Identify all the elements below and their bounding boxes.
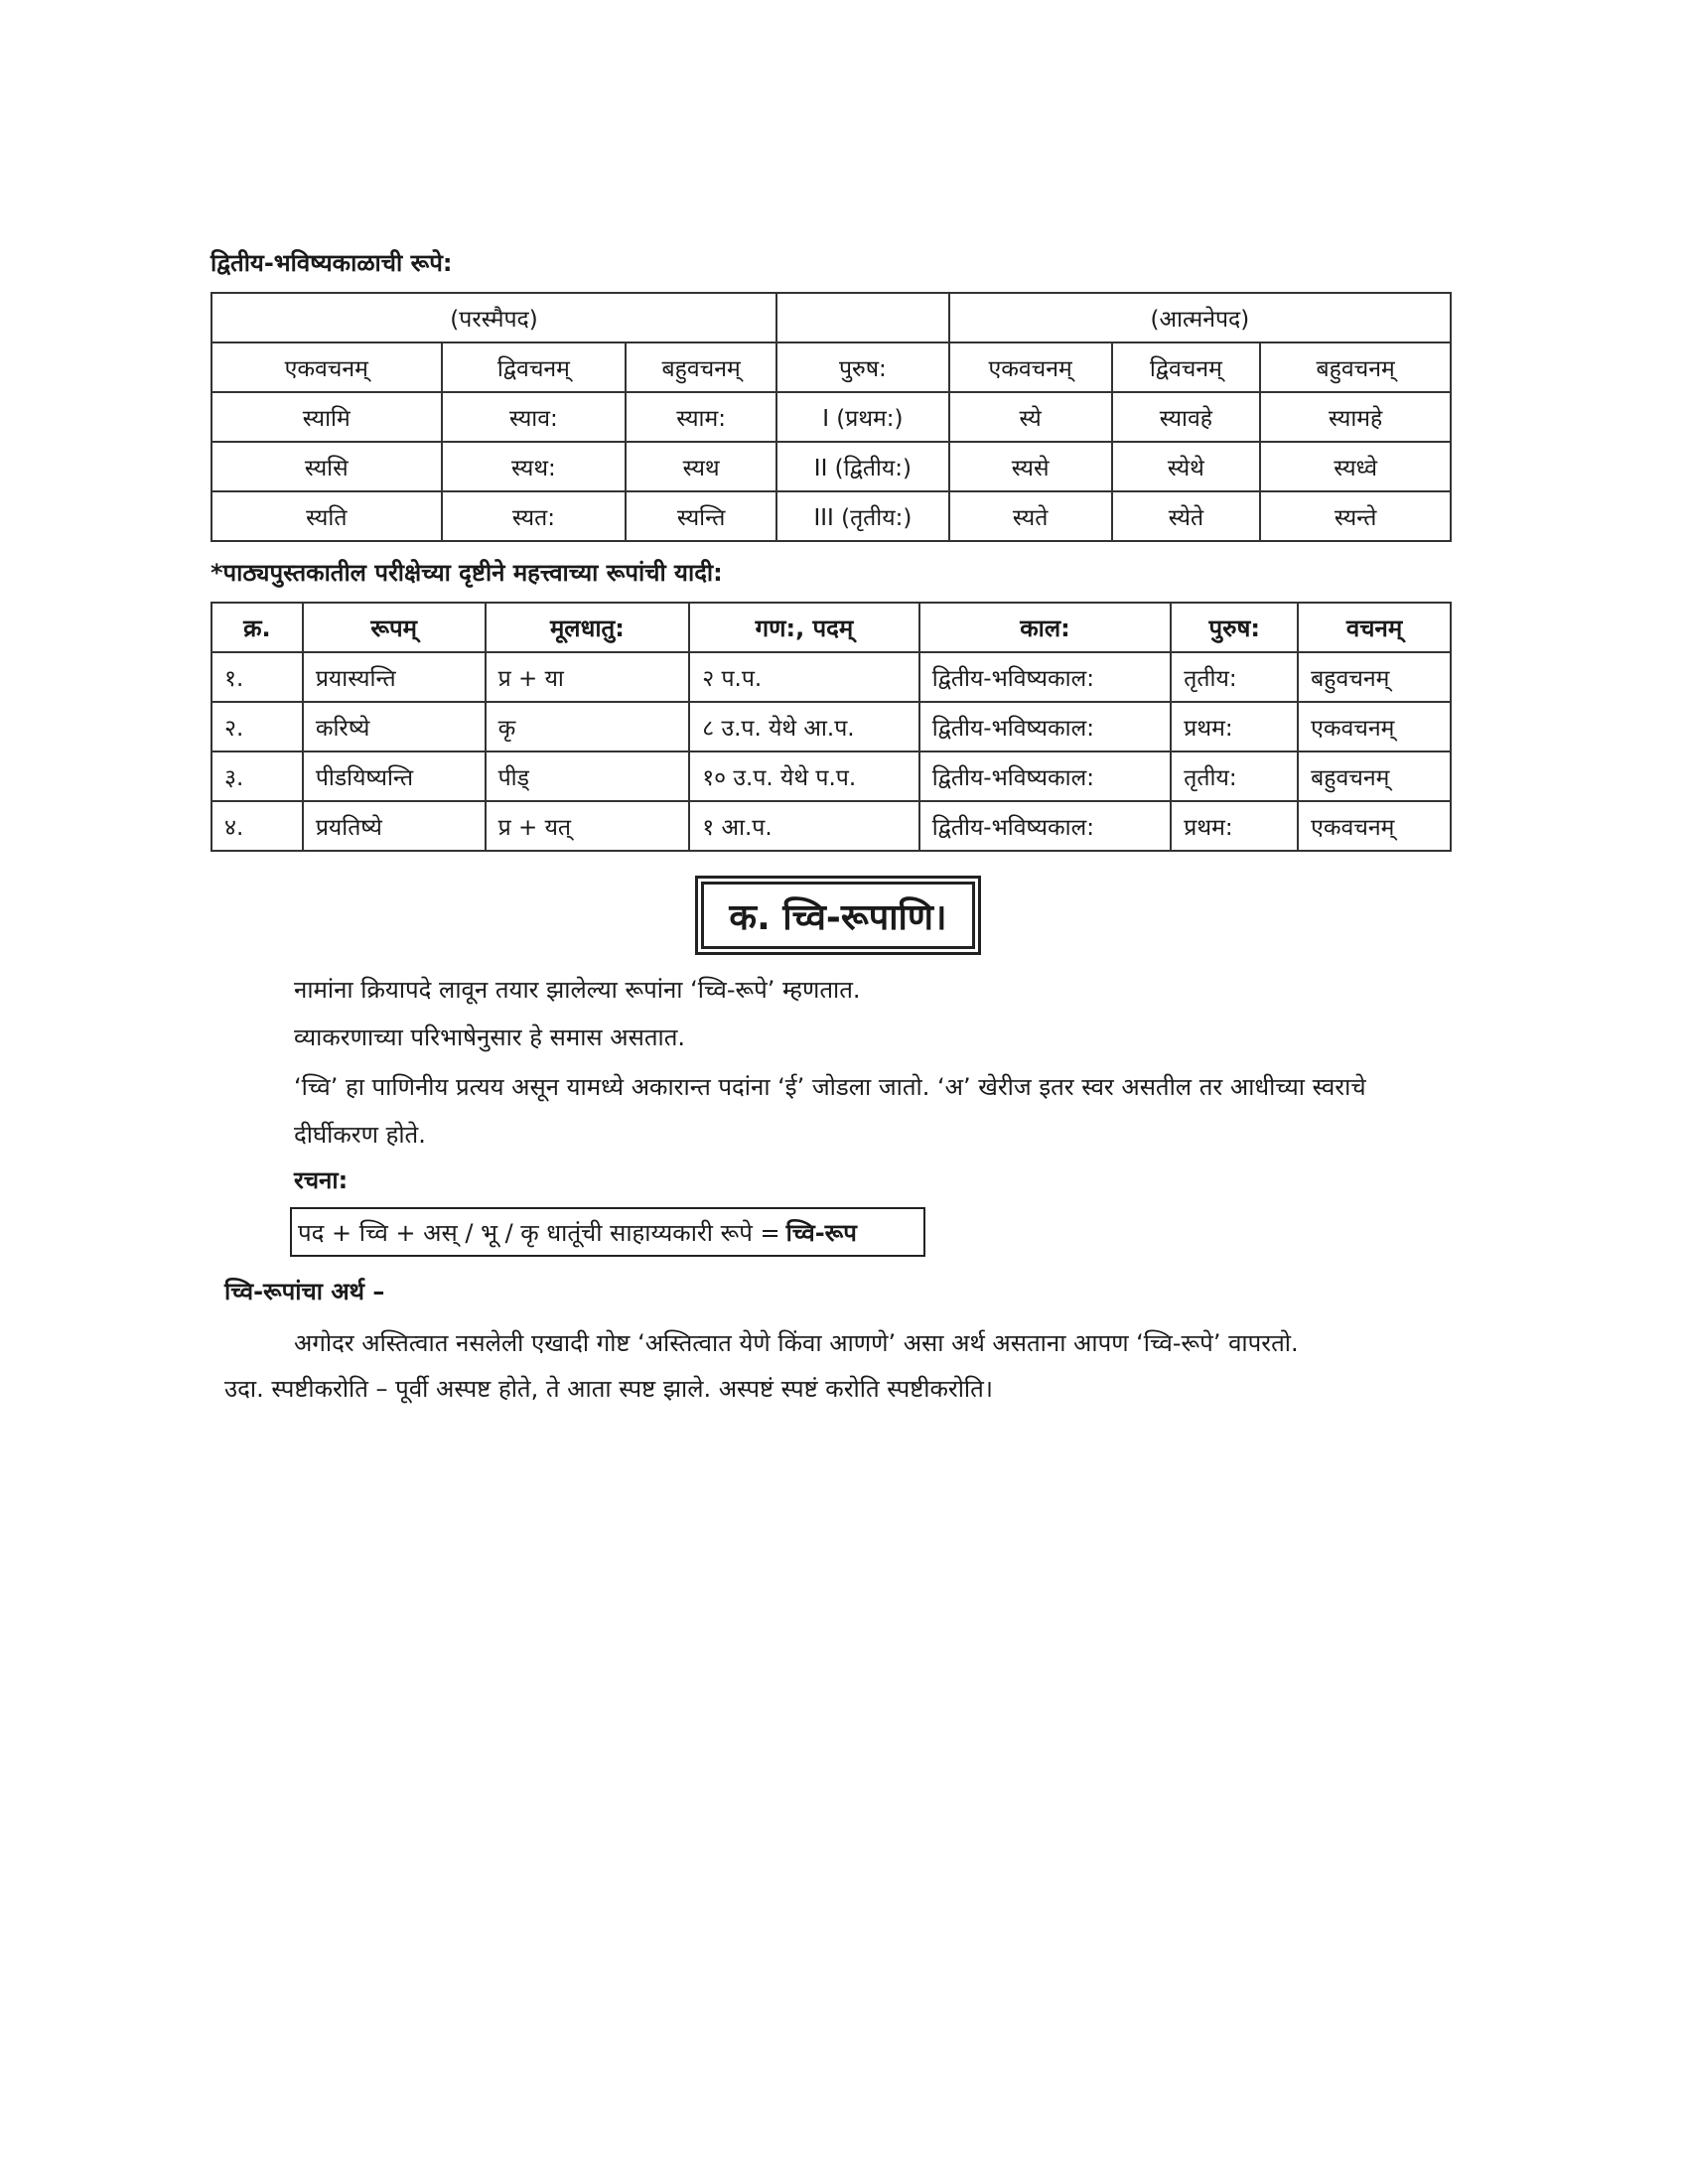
table-cell: स्यसे (949, 442, 1112, 491)
table-cell: तृतीय: (1171, 751, 1298, 801)
table-cell: करिष्ये (303, 702, 486, 751)
table-header-row (211, 603, 1451, 652)
paragraph: नामांना क्रियापदे लावून तयार झालेल्या रूपांना ‘च्वि-रूपे’ म्हणतात. (294, 976, 861, 1004)
table-cell: द्वितीय-भविष्यकाल: (919, 702, 1172, 751)
column-header: एकवचनम् (211, 342, 442, 392)
formula-box (290, 1207, 925, 1257)
table-cell: II (द्वितीय:) (776, 442, 949, 491)
rachana-label: रचना: (294, 1166, 349, 1194)
table-cell: प्रथम: (1171, 801, 1298, 851)
table-row (211, 801, 1451, 851)
paragraph: दीर्घीकरण होते. (294, 1121, 426, 1149)
column-header: मूलधातु: (486, 603, 690, 652)
paragraph: उदा. स्पष्टीकरोति – पूर्वी अस्पष्ट होते, ते आता स्पष्ट झाले. अस्पष्टं स्पष्टं करोति स्पष्टीकरोति। (224, 1375, 993, 1403)
important-forms-table (211, 602, 1452, 852)
table-cell: स्येथे (1112, 442, 1261, 491)
paragraph: अगोदर अस्तित्वात नसलेली एखादी गोष्ट ‘अस्तित्वात येणे किंवा आणणे’ असा अर्थ असताना आपण ‘च्वि-रूपे’ वापरतो. (294, 1329, 1299, 1357)
table-header-row (211, 342, 1451, 392)
table-cell: स्यावहे (1112, 392, 1261, 442)
table-cell: एकवचनम् (1298, 801, 1451, 851)
table-cell: द्वितीय-भविष्यकाल: (919, 801, 1172, 851)
column-header: वचनम् (1298, 603, 1451, 652)
table-cell: पीड् (486, 751, 690, 801)
future-tense-table (211, 292, 1452, 542)
meaning-heading: च्वि-रूपांचा अर्थ – (224, 1278, 385, 1305)
column-header: काल: (919, 603, 1172, 652)
table-cell: ४. (211, 801, 303, 851)
paragraph: ‘च्वि’ हा पाणिनीय प्रत्यय असून यामध्ये अकारान्त पदांना ‘ई’ जोडला जातो. ‘अ’ खेरीज इतर स्वर असतील तर आधीच्या स्वराचे (294, 1073, 1366, 1101)
table-cell: I (प्रथम:) (776, 392, 949, 442)
table-cell: द्वितीय-भविष्यकाल: (919, 652, 1172, 702)
table-cell: स्याव: (442, 392, 627, 442)
table-cell: बहुवचनम् (1298, 652, 1451, 702)
table-cell: स्ये (949, 392, 1112, 442)
empty-cell (776, 293, 949, 342)
section-heading-future-forms: द्वितीय-भविष्यकाळाची रूपे: (211, 249, 453, 277)
column-header: द्विवचनम् (442, 342, 627, 392)
table-row (211, 702, 1451, 751)
column-header: बहुवचनम् (626, 342, 776, 392)
section-heading-important-forms: *पाठ्यपुस्तकातील परीक्षेच्या दृष्टीने महत्त्वाच्या रूपांची यादी: (211, 559, 723, 587)
table-cell: एकवचनम् (1298, 702, 1451, 751)
column-header: द्विवचनम् (1112, 342, 1261, 392)
table-cell: स्यामहे (1260, 392, 1451, 442)
column-header: गण:, पदम् (689, 603, 919, 652)
table-cell: स्यन्ते (1260, 491, 1451, 541)
table-cell: स्यन्ति (626, 491, 776, 541)
table-cell: प्र + यत् (486, 801, 690, 851)
column-header: रूपम् (303, 603, 486, 652)
section-title-chvi-rupani: क. च्वि-रूपाणि। (701, 882, 975, 949)
table-row (211, 392, 1451, 442)
paragraph: व्याकरणाच्या परिभाषेनुसार हे समास असतात. (294, 1024, 686, 1051)
table-cell: स्यते (949, 491, 1112, 541)
table-row (211, 652, 1451, 702)
parasmaipada-header: (परस्मैपद) (211, 293, 776, 342)
table-cell: २. (211, 702, 303, 751)
table-cell: स्यामि (211, 392, 442, 442)
table-cell: प्रयतिष्ये (303, 801, 486, 851)
table-row (211, 293, 1451, 342)
table-cell: १ आ.प. (689, 801, 919, 851)
table-row (211, 442, 1451, 491)
table-cell: ८ उ.प. येथे आ.प. (689, 702, 919, 751)
formula-result: च्वि-रूप (785, 1218, 857, 1247)
table-cell: स्याम: (626, 392, 776, 442)
atmanepada-header: (आत्मनेपद) (949, 293, 1451, 342)
table-cell: बहुवचनम् (1298, 751, 1451, 801)
table-cell: स्यत: (442, 491, 627, 541)
table-cell: पीडयिष्यन्ति (303, 751, 486, 801)
column-header: पुरुष: (776, 342, 949, 392)
table-cell: स्यथ: (442, 442, 627, 491)
table-cell: स्यथ (626, 442, 776, 491)
table-cell: स्यध्वे (1260, 442, 1451, 491)
table-cell: तृतीय: (1171, 652, 1298, 702)
table-cell: प्रथम: (1171, 702, 1298, 751)
table-cell: कृ (486, 702, 690, 751)
table-cell: द्वितीय-भविष्यकाल: (919, 751, 1172, 801)
table-cell: स्यति (211, 491, 442, 541)
column-header: एकवचनम् (949, 342, 1112, 392)
column-header: पुरुष: (1171, 603, 1298, 652)
table-cell: स्येते (1112, 491, 1261, 541)
table-cell: ३. (211, 751, 303, 801)
column-header: बहुवचनम् (1260, 342, 1451, 392)
table-cell: प्रयास्यन्ति (303, 652, 486, 702)
table-row (211, 491, 1451, 541)
table-cell: स्यसि (211, 442, 442, 491)
table-cell: प्र + या (486, 652, 690, 702)
table-row (211, 751, 1451, 801)
table-cell: III (तृतीय:) (776, 491, 949, 541)
column-header: क्र. (211, 603, 303, 652)
table-cell: १. (211, 652, 303, 702)
formula-text: पद + च्वि + अस् / भू / कृ धातूंची साहाय्यकारी रूपे = (298, 1218, 780, 1247)
table-cell: १० उ.प. येथे प.प. (689, 751, 919, 801)
table-cell: २ प.प. (689, 652, 919, 702)
